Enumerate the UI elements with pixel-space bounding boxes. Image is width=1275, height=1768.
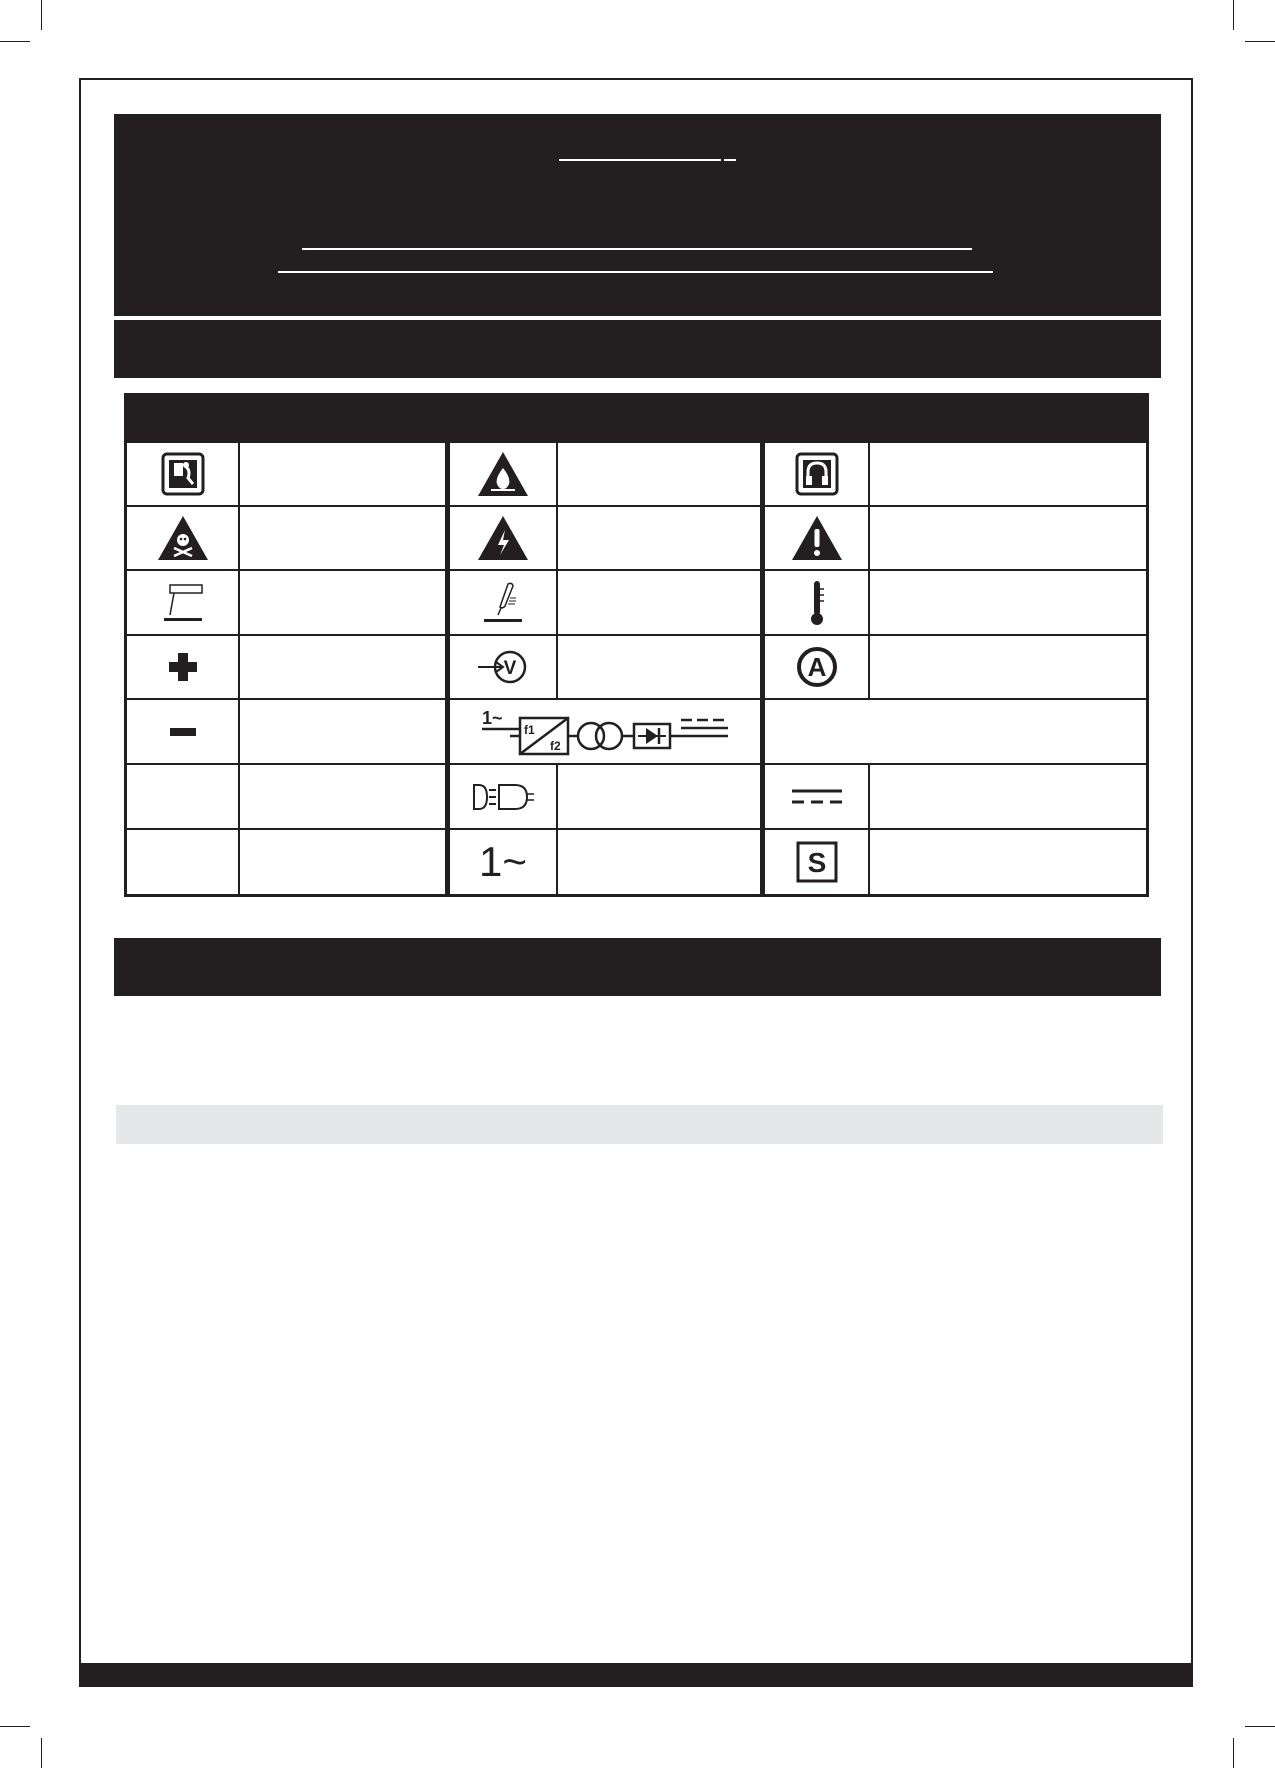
crop-mark: [0, 1726, 30, 1727]
symbol-description: [558, 830, 760, 894]
symbol-description: [240, 765, 445, 828]
symbol-description: [870, 571, 1146, 634]
diagram-input-label: 1~: [482, 707, 503, 728]
thermometer-icon: [765, 571, 868, 634]
symbol-description: [558, 507, 760, 569]
dc-symbol-icon: [765, 765, 868, 828]
section-band: [114, 938, 1161, 996]
symbol-description: [240, 700, 445, 763]
symbol-description: [558, 765, 760, 828]
symbol-description: [240, 571, 445, 634]
mma-welding-icon: [127, 571, 238, 634]
symbol-description: [558, 443, 760, 505]
fire-hazard-icon: [450, 443, 556, 505]
ampere-icon: [765, 636, 868, 698]
symbol-description: [765, 700, 1146, 763]
symbol-description: [240, 443, 445, 505]
crop-mark: [1233, 1738, 1234, 1768]
blank-symbol-cell: [127, 830, 238, 894]
symbol-description: [870, 507, 1146, 569]
title-underline: [559, 159, 721, 161]
plus-polarity-icon: [127, 636, 238, 698]
svg-text:V: V: [503, 658, 517, 679]
symbol-description: [870, 765, 1146, 828]
crop-mark: [1245, 41, 1275, 42]
footer-bar: [79, 1663, 1193, 1687]
symbol-description: [870, 443, 1146, 505]
crop-mark: [0, 41, 30, 42]
symbol-description: [870, 830, 1146, 894]
symbol-description: [240, 830, 445, 894]
ear-protection-icon: [765, 443, 868, 505]
subtitle-rule: [278, 271, 993, 273]
symbol-description: [240, 636, 445, 698]
header-block: [114, 114, 1161, 316]
rated-voltage-icon: [450, 636, 556, 698]
blank-symbol-cell: [127, 765, 238, 828]
symbols-table-heading: [124, 393, 1149, 443]
grey-highlight-band: [116, 1105, 1163, 1144]
symbols-table: [124, 443, 1149, 897]
single-phase-icon: [450, 830, 556, 894]
inverter-diagram-icon: [450, 700, 760, 763]
plug-icon: [450, 765, 556, 828]
diagram-f2-label: f2: [550, 738, 561, 753]
symbol-description: [240, 507, 445, 569]
subtitle-rule: [302, 248, 972, 250]
read-manual-icon: [127, 443, 238, 505]
crop-mark: [1245, 1726, 1275, 1727]
general-warning-icon: [765, 507, 868, 569]
symbol-description: [558, 571, 760, 634]
symbol-description: [558, 636, 760, 698]
s-mark-icon: [765, 830, 868, 894]
safety-band: [114, 320, 1161, 378]
minus-polarity-icon: [127, 700, 238, 763]
symbol-description: [870, 636, 1146, 698]
svg-text:A: A: [807, 652, 826, 682]
crop-mark: [1233, 0, 1234, 30]
electric-shock-icon: [450, 507, 556, 569]
tig-welding-icon: [450, 571, 556, 634]
toxic-hazard-icon: [127, 507, 238, 569]
title-underline: [724, 159, 736, 161]
diagram-f1-label: f1: [524, 722, 535, 737]
crop-mark: [41, 1738, 42, 1768]
single-phase-glyph: 1~: [479, 838, 527, 885]
crop-mark: [41, 0, 42, 30]
svg-text:S: S: [807, 847, 826, 878]
